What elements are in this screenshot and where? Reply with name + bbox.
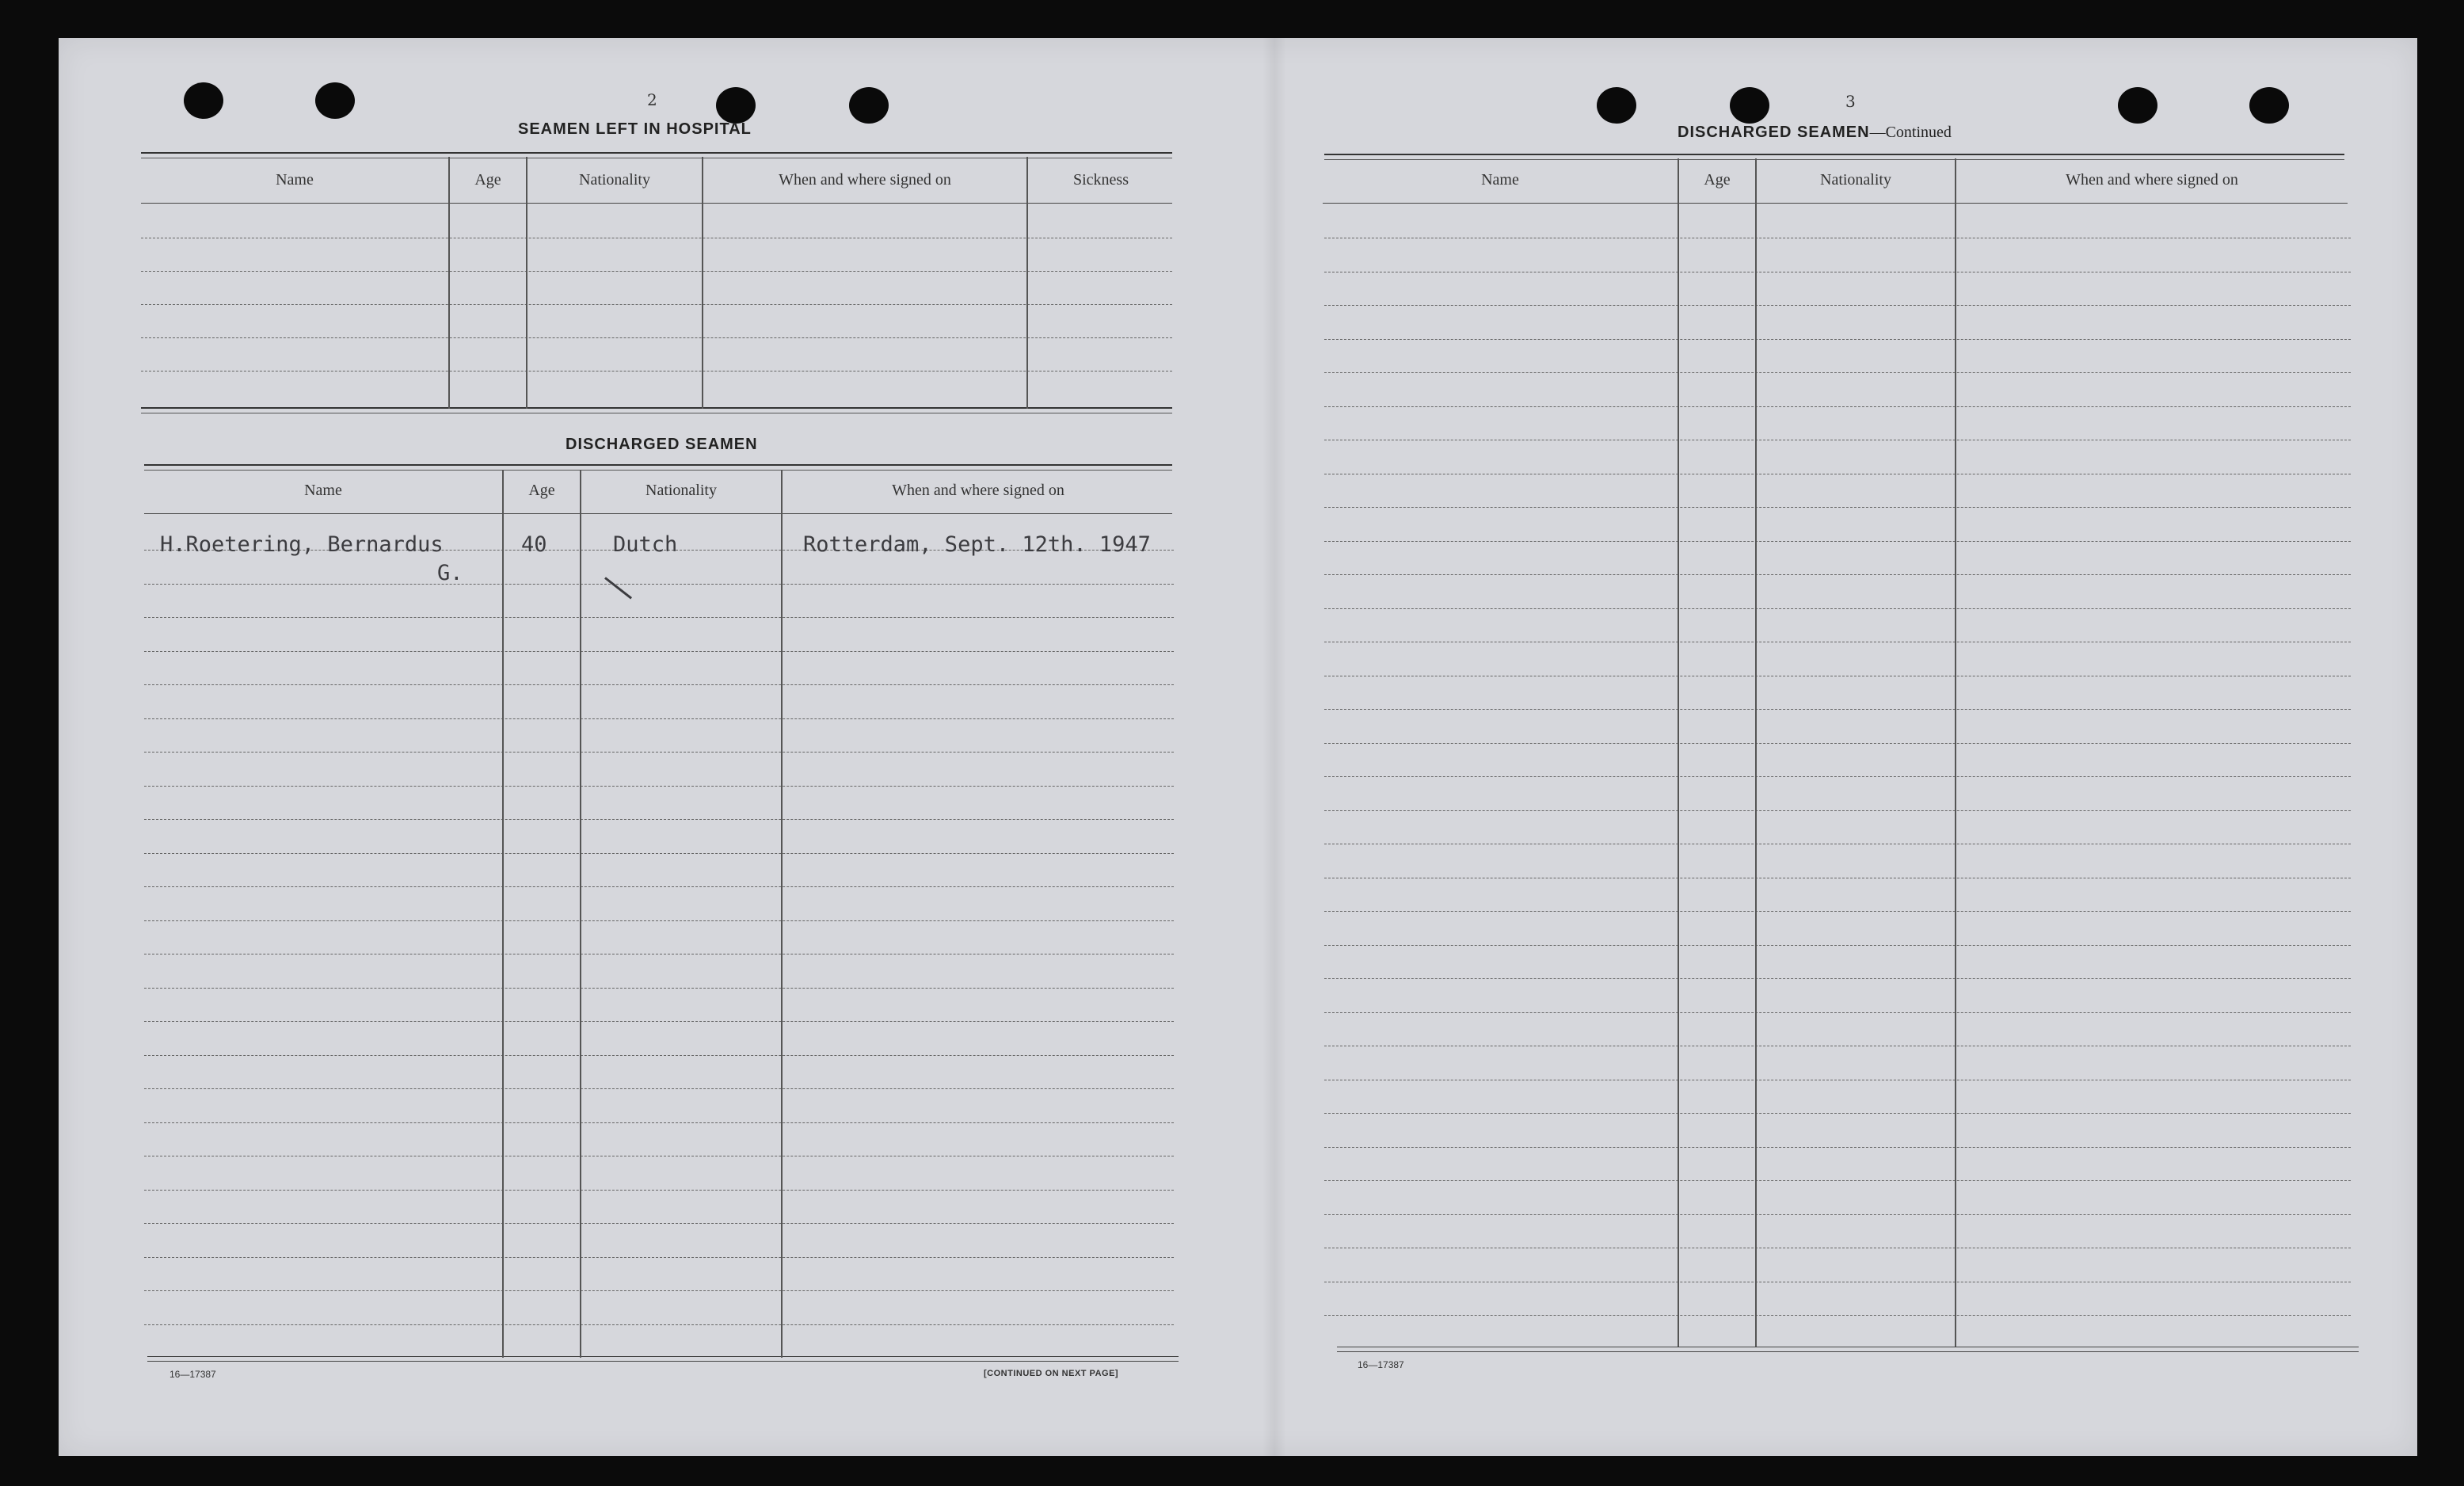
- discharged-col-divider: [502, 471, 504, 1358]
- punch-hole: [1730, 87, 1769, 124]
- right-top-rule: [1324, 154, 2344, 160]
- punch-hole: [1597, 87, 1636, 124]
- right-col-divider: [1678, 158, 1679, 1347]
- ruled-row-line: [144, 1088, 1174, 1089]
- hospital-row-line: [141, 337, 1172, 338]
- punch-hole: [2249, 87, 2289, 124]
- ruled-row-line: [144, 1257, 1174, 1258]
- right-title-continued: —Continued: [1869, 124, 1952, 141]
- ruled-row-line: [144, 853, 1174, 854]
- seaman-name: H.Roetering, Bernardus: [160, 532, 444, 557]
- ruled-row-line: [1324, 507, 2351, 508]
- punch-hole: [716, 87, 756, 124]
- ruled-row-line: [1324, 406, 2351, 407]
- right-title-main: DISCHARGED SEAMEN: [1678, 124, 1870, 141]
- ruled-row-line: [1324, 810, 2351, 811]
- punch-hole: [315, 82, 355, 119]
- ruled-row-line: [144, 1122, 1174, 1123]
- ruled-row-line: [144, 988, 1174, 989]
- seaman-nationality: Dutch: [613, 532, 678, 557]
- ruled-row-line: [1324, 339, 2351, 340]
- punch-hole: [2118, 87, 2157, 124]
- ruled-row-line: [1324, 1147, 2351, 1148]
- seaman-signed-on: Rotterdam, Sept. 12th. 1947: [803, 532, 1151, 557]
- ruled-row-line: [1324, 1180, 2351, 1181]
- hospital-col-signed-on: When and where signed on: [779, 171, 951, 189]
- ruled-row-line: [1324, 978, 2351, 979]
- continued-note: [CONTINUED ON NEXT PAGE]: [984, 1369, 1119, 1378]
- punch-hole: [184, 82, 223, 119]
- right-col-name: Name: [1481, 171, 1519, 189]
- right-col-divider: [1755, 158, 1757, 1347]
- ruled-row-line: [144, 1290, 1174, 1291]
- discharged-bottom-rule: [147, 1356, 1179, 1357]
- ruled-row-line: [144, 651, 1174, 652]
- discharged-col-divider: [580, 471, 581, 1358]
- hospital-col-age: Age: [474, 171, 501, 189]
- ruled-row-line: [144, 1324, 1174, 1325]
- ruled-row-line: [1324, 1214, 2351, 1215]
- check-mark-icon: [604, 577, 632, 599]
- discharged-col-name: Name: [304, 482, 342, 499]
- right-col-age: Age: [1704, 171, 1731, 189]
- hospital-col-name: Name: [276, 171, 314, 189]
- ruled-row-line: [1324, 1315, 2351, 1316]
- ruled-row-line: [1324, 372, 2351, 373]
- ruled-row-line: [1324, 1012, 2351, 1013]
- hospital-row-line: [141, 371, 1172, 372]
- right-col-signed-on: When and where signed on: [2066, 171, 2238, 189]
- hospital-bottom-rule: [141, 407, 1172, 413]
- ruled-row-line: [1324, 743, 2351, 744]
- ruled-row-line: [144, 684, 1174, 685]
- discharged-col-signed-on: When and where signed on: [892, 482, 1064, 499]
- left-form-code: 16—17387: [169, 1369, 216, 1380]
- ruled-row-line: [144, 786, 1174, 787]
- discharged-top-rule: [144, 464, 1172, 471]
- right-section-title: [1678, 124, 1952, 142]
- right-col-nationality: Nationality: [1820, 171, 1891, 189]
- hospital-top-rule: [141, 152, 1172, 158]
- ruled-row-line: [1324, 608, 2351, 609]
- hospital-col-sickness: Sickness: [1073, 171, 1129, 189]
- ruled-row-line: [144, 584, 1174, 585]
- right-bottom-rule: [1337, 1351, 2359, 1352]
- discharged-header-rule: [144, 513, 1172, 514]
- seaman-age: 40: [521, 532, 547, 557]
- discharged-col-divider: [781, 471, 783, 1358]
- right-col-divider: [1955, 158, 1956, 1347]
- punch-hole: [849, 87, 889, 124]
- ruled-row-line: [144, 718, 1174, 719]
- ruled-row-line: [144, 752, 1174, 753]
- discharged-col-age: Age: [528, 482, 555, 499]
- discharged-bottom-rule: [147, 1361, 1179, 1362]
- ruled-row-line: [1324, 945, 2351, 946]
- hospital-col-nationality: Nationality: [579, 171, 650, 189]
- ruled-row-line: [1324, 709, 2351, 710]
- hospital-section-title: SEAMEN LEFT IN HOSPITAL: [518, 120, 752, 138]
- hospital-row-line: [141, 304, 1172, 305]
- ruled-row-line: [1324, 305, 2351, 306]
- ruled-row-line: [1324, 776, 2351, 777]
- ruled-row-line: [1324, 1113, 2351, 1114]
- ruled-row-line: [144, 1190, 1174, 1191]
- hospital-col-divider: [526, 157, 527, 409]
- ruled-row-line: [144, 819, 1174, 820]
- document-sheet: [59, 38, 2417, 1456]
- hospital-col-divider: [448, 157, 450, 409]
- ruled-row-line: [144, 920, 1174, 921]
- hospital-col-divider: [702, 157, 703, 409]
- ruled-row-line: [1324, 911, 2351, 912]
- seaman-name-initial: G.: [437, 561, 463, 585]
- hospital-col-divider: [1026, 157, 1028, 409]
- discharged-col-nationality: Nationality: [646, 482, 717, 499]
- hospital-header-rule: [141, 203, 1172, 204]
- ruled-row-line: [144, 1223, 1174, 1224]
- ruled-row-line: [144, 1021, 1174, 1022]
- ruled-row-line: [1324, 541, 2351, 542]
- ruled-row-line: [144, 617, 1174, 618]
- right-header-rule: [1323, 203, 2348, 204]
- ruled-row-line: [144, 1055, 1174, 1056]
- left-page-number: 2: [647, 90, 657, 109]
- ruled-row-line: [144, 886, 1174, 887]
- right-form-code: 16—17387: [1358, 1359, 1404, 1370]
- ruled-row-line: [1324, 574, 2351, 575]
- hospital-row-line: [141, 271, 1172, 272]
- page-fold: [1262, 38, 1286, 1456]
- discharged-section-title: DISCHARGED SEAMEN: [566, 436, 758, 453]
- right-page-number: 3: [1845, 92, 1856, 111]
